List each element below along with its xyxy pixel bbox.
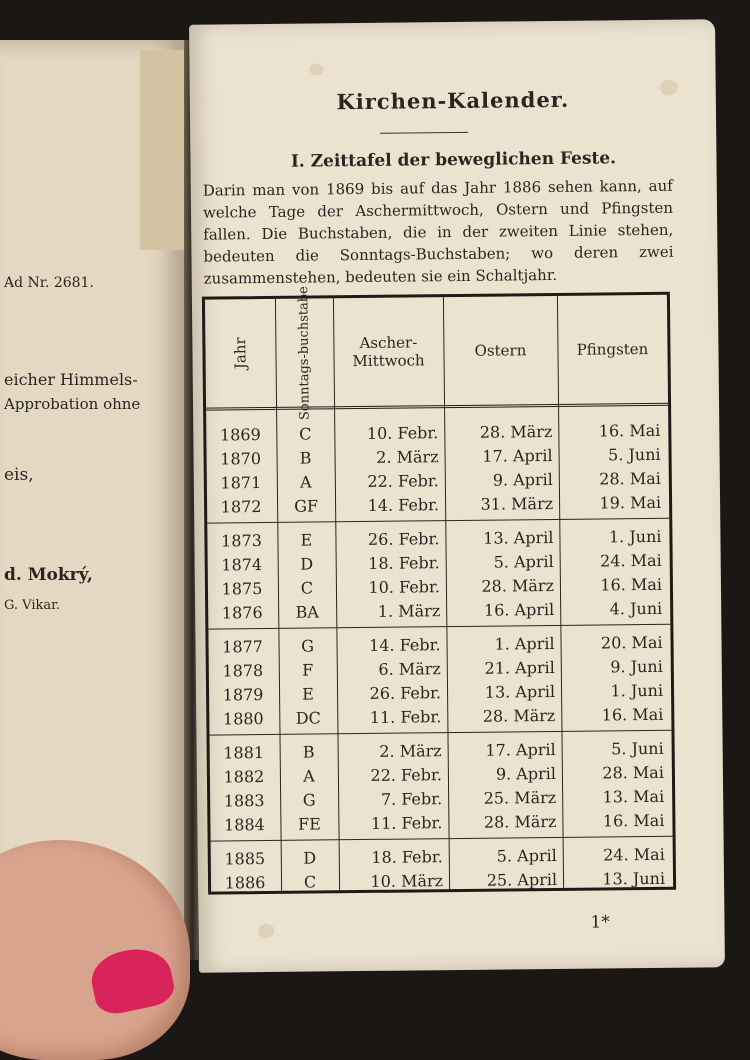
left-page-line: Approbation ohne bbox=[4, 395, 141, 413]
cell-easter: 28. März bbox=[481, 575, 555, 596]
cell-easter: 25. März bbox=[483, 787, 557, 808]
cell-easter: 16. April bbox=[483, 599, 555, 620]
cell-year: 1879 bbox=[222, 685, 264, 705]
page-title: Kirchen-Kalender. bbox=[336, 86, 570, 115]
paper-stain bbox=[258, 924, 274, 938]
header-pentecost: Pfingsten bbox=[576, 339, 649, 359]
cell-ash-wednesday: 10. Febr. bbox=[366, 423, 439, 443]
cell-pentecost: 28. Mai bbox=[599, 468, 661, 489]
left-page-line: G. Vikar. bbox=[4, 598, 61, 613]
cell-year: 1886 bbox=[224, 873, 266, 893]
cell-ash-wednesday: 14. Febr. bbox=[369, 635, 441, 655]
cell-pentecost: 4. Juni bbox=[609, 598, 663, 619]
cell-year: 1881 bbox=[223, 743, 265, 763]
cell-pentecost: 13. Mai bbox=[602, 786, 665, 807]
cell-sunday-letter: FE bbox=[297, 814, 321, 834]
paper-stain bbox=[309, 63, 323, 75]
cell-ash-wednesday: 11. Febr. bbox=[370, 813, 443, 833]
cell-ash-wednesday: 10. Febr. bbox=[368, 577, 441, 597]
paper-tab bbox=[140, 50, 188, 250]
cell-pentecost: 24. Mai bbox=[600, 550, 662, 571]
cell-sunday-letter: F bbox=[302, 660, 314, 680]
cell-sunday-letter: GF bbox=[294, 496, 319, 516]
cell-ash-wednesday: 18. Febr. bbox=[371, 847, 443, 867]
cell-easter: 1. April bbox=[494, 633, 555, 654]
cell-ash-wednesday: 1. März bbox=[377, 601, 441, 621]
cell-pentecost: 19. Mai bbox=[599, 492, 662, 513]
cell-ash-wednesday: 22. Febr. bbox=[370, 765, 443, 785]
cell-sunday-letter: A bbox=[299, 472, 312, 492]
intro-paragraph: Darin man von 1869 bis auf das Jahr 1886 sehen kann, auf welche Tage der Aschermittwoch, Ostern und Pfingsten fallen. Die Buchstaben, die in der zweiten Linie stehen, bedeuten die Sonntags-Buchstaben; wo deren zwei zusammenstehen, bedeuten sie ein Schaltjahr. bbox=[202, 176, 674, 288]
cell-pentecost: 5. Juni bbox=[611, 738, 664, 759]
cell-ash-wednesday: 22. Febr. bbox=[367, 471, 439, 491]
cell-year: 1873 bbox=[220, 531, 262, 551]
cell-sunday-letter: B bbox=[299, 448, 312, 468]
cell-year: 1877 bbox=[222, 637, 264, 657]
cell-year: 1874 bbox=[221, 555, 263, 575]
cell-sunday-letter: D bbox=[300, 554, 314, 574]
cell-easter: 9. April bbox=[492, 469, 553, 490]
cell-pentecost: 16. Mai bbox=[598, 420, 661, 441]
left-page-line: eicher Himmels- bbox=[4, 370, 138, 389]
cell-ash-wednesday: 14. Febr. bbox=[367, 495, 440, 515]
cell-sunday-letter: E bbox=[300, 530, 313, 550]
header-ash-wednesday: Ascher-Mittwoch bbox=[352, 333, 425, 371]
cell-sunday-letter: BA bbox=[295, 602, 319, 622]
cell-ash-wednesday: 7. Febr. bbox=[380, 789, 443, 809]
cell-sunday-letter: G bbox=[301, 636, 315, 656]
cell-easter: 17. April bbox=[482, 445, 553, 466]
cell-easter: 25. April bbox=[486, 869, 558, 890]
cell-sunday-letter: D bbox=[303, 848, 317, 868]
cell-sunday-letter: G bbox=[302, 790, 316, 810]
cell-pentecost: 28. Mai bbox=[602, 762, 665, 783]
cell-year: 1869 bbox=[219, 425, 261, 445]
cell-year: 1878 bbox=[222, 661, 264, 681]
cell-sunday-letter: B bbox=[302, 742, 315, 762]
cell-year: 1875 bbox=[221, 579, 263, 599]
left-page-line: Ad Nr. 2681. bbox=[4, 275, 94, 291]
cell-easter: 21. April bbox=[484, 657, 555, 678]
cell-ash-wednesday: 2. März bbox=[376, 447, 439, 467]
feast-calendar-table bbox=[202, 285, 676, 895]
cell-easter: 13. April bbox=[483, 527, 554, 548]
cell-year: 1883 bbox=[223, 791, 265, 811]
cell-ash-wednesday: 11. Febr. bbox=[369, 707, 442, 727]
cell-pentecost: 9. Juni bbox=[610, 656, 663, 677]
cell-pentecost: 16. Mai bbox=[601, 704, 664, 725]
cell-easter: 5. April bbox=[493, 551, 554, 572]
cell-sunday-letter: A bbox=[303, 766, 315, 786]
header-easter: Ostern bbox=[474, 341, 527, 360]
cell-pentecost: 24. Mai bbox=[603, 844, 665, 865]
section-title: I. Zeittafel der beweglichen Feste. bbox=[290, 148, 617, 172]
cell-ash-wednesday: 26. Febr. bbox=[369, 683, 442, 703]
header-year: Jahr bbox=[231, 337, 250, 370]
cell-easter: 5. April bbox=[496, 845, 557, 866]
page-number: 1* bbox=[590, 912, 610, 933]
left-page-line: eis, bbox=[4, 465, 34, 485]
cell-pentecost: 20. Mai bbox=[600, 632, 663, 653]
cell-ash-wednesday: 26. Febr. bbox=[367, 529, 440, 549]
cell-year: 1876 bbox=[221, 603, 263, 623]
cell-ash-wednesday: 6. März bbox=[378, 659, 441, 679]
cell-ash-wednesday: 2. März bbox=[379, 741, 442, 761]
cell-easter: 28. März bbox=[479, 421, 553, 442]
cell-easter: 9. April bbox=[495, 763, 557, 784]
cell-ash-wednesday: 18. Febr. bbox=[368, 553, 440, 573]
cell-pentecost: 16. Mai bbox=[602, 810, 665, 831]
cell-year: 1871 bbox=[220, 473, 262, 493]
cell-year: 1870 bbox=[220, 449, 262, 469]
cell-pentecost: 13. Juni bbox=[602, 868, 666, 889]
cell-easter: 13. April bbox=[484, 681, 556, 702]
cell-sunday-letter: C bbox=[303, 872, 317, 892]
header-sunday-letter: Sonntags-buchstabe bbox=[296, 285, 313, 420]
cell-year: 1872 bbox=[220, 497, 262, 517]
cell-year: 1884 bbox=[223, 815, 265, 835]
cell-easter: 31. März bbox=[480, 493, 554, 514]
cell-year: 1880 bbox=[222, 709, 264, 729]
cell-ash-wednesday: 10. März bbox=[370, 871, 444, 891]
cell-pentecost: 1. Juni bbox=[608, 526, 662, 547]
cell-sunday-letter: E bbox=[302, 684, 315, 704]
right-page bbox=[189, 19, 725, 972]
title-rule bbox=[380, 132, 468, 134]
cell-year: 1885 bbox=[224, 849, 266, 869]
cell-easter: 28. März bbox=[482, 705, 556, 726]
left-page bbox=[0, 40, 188, 960]
cell-sunday-letter: C bbox=[300, 578, 314, 598]
cell-pentecost: 1. Juni bbox=[610, 680, 664, 701]
cell-sunday-letter: DC bbox=[295, 708, 321, 728]
cell-easter: 28. März bbox=[483, 811, 557, 832]
cell-pentecost: 5. Juni bbox=[607, 444, 661, 465]
left-page-line: d. Mokrý, bbox=[4, 565, 93, 585]
cell-sunday-letter: C bbox=[299, 424, 312, 444]
cell-easter: 17. April bbox=[485, 739, 556, 760]
cell-pentecost: 16. Mai bbox=[600, 574, 663, 595]
cell-year: 1882 bbox=[223, 767, 265, 787]
